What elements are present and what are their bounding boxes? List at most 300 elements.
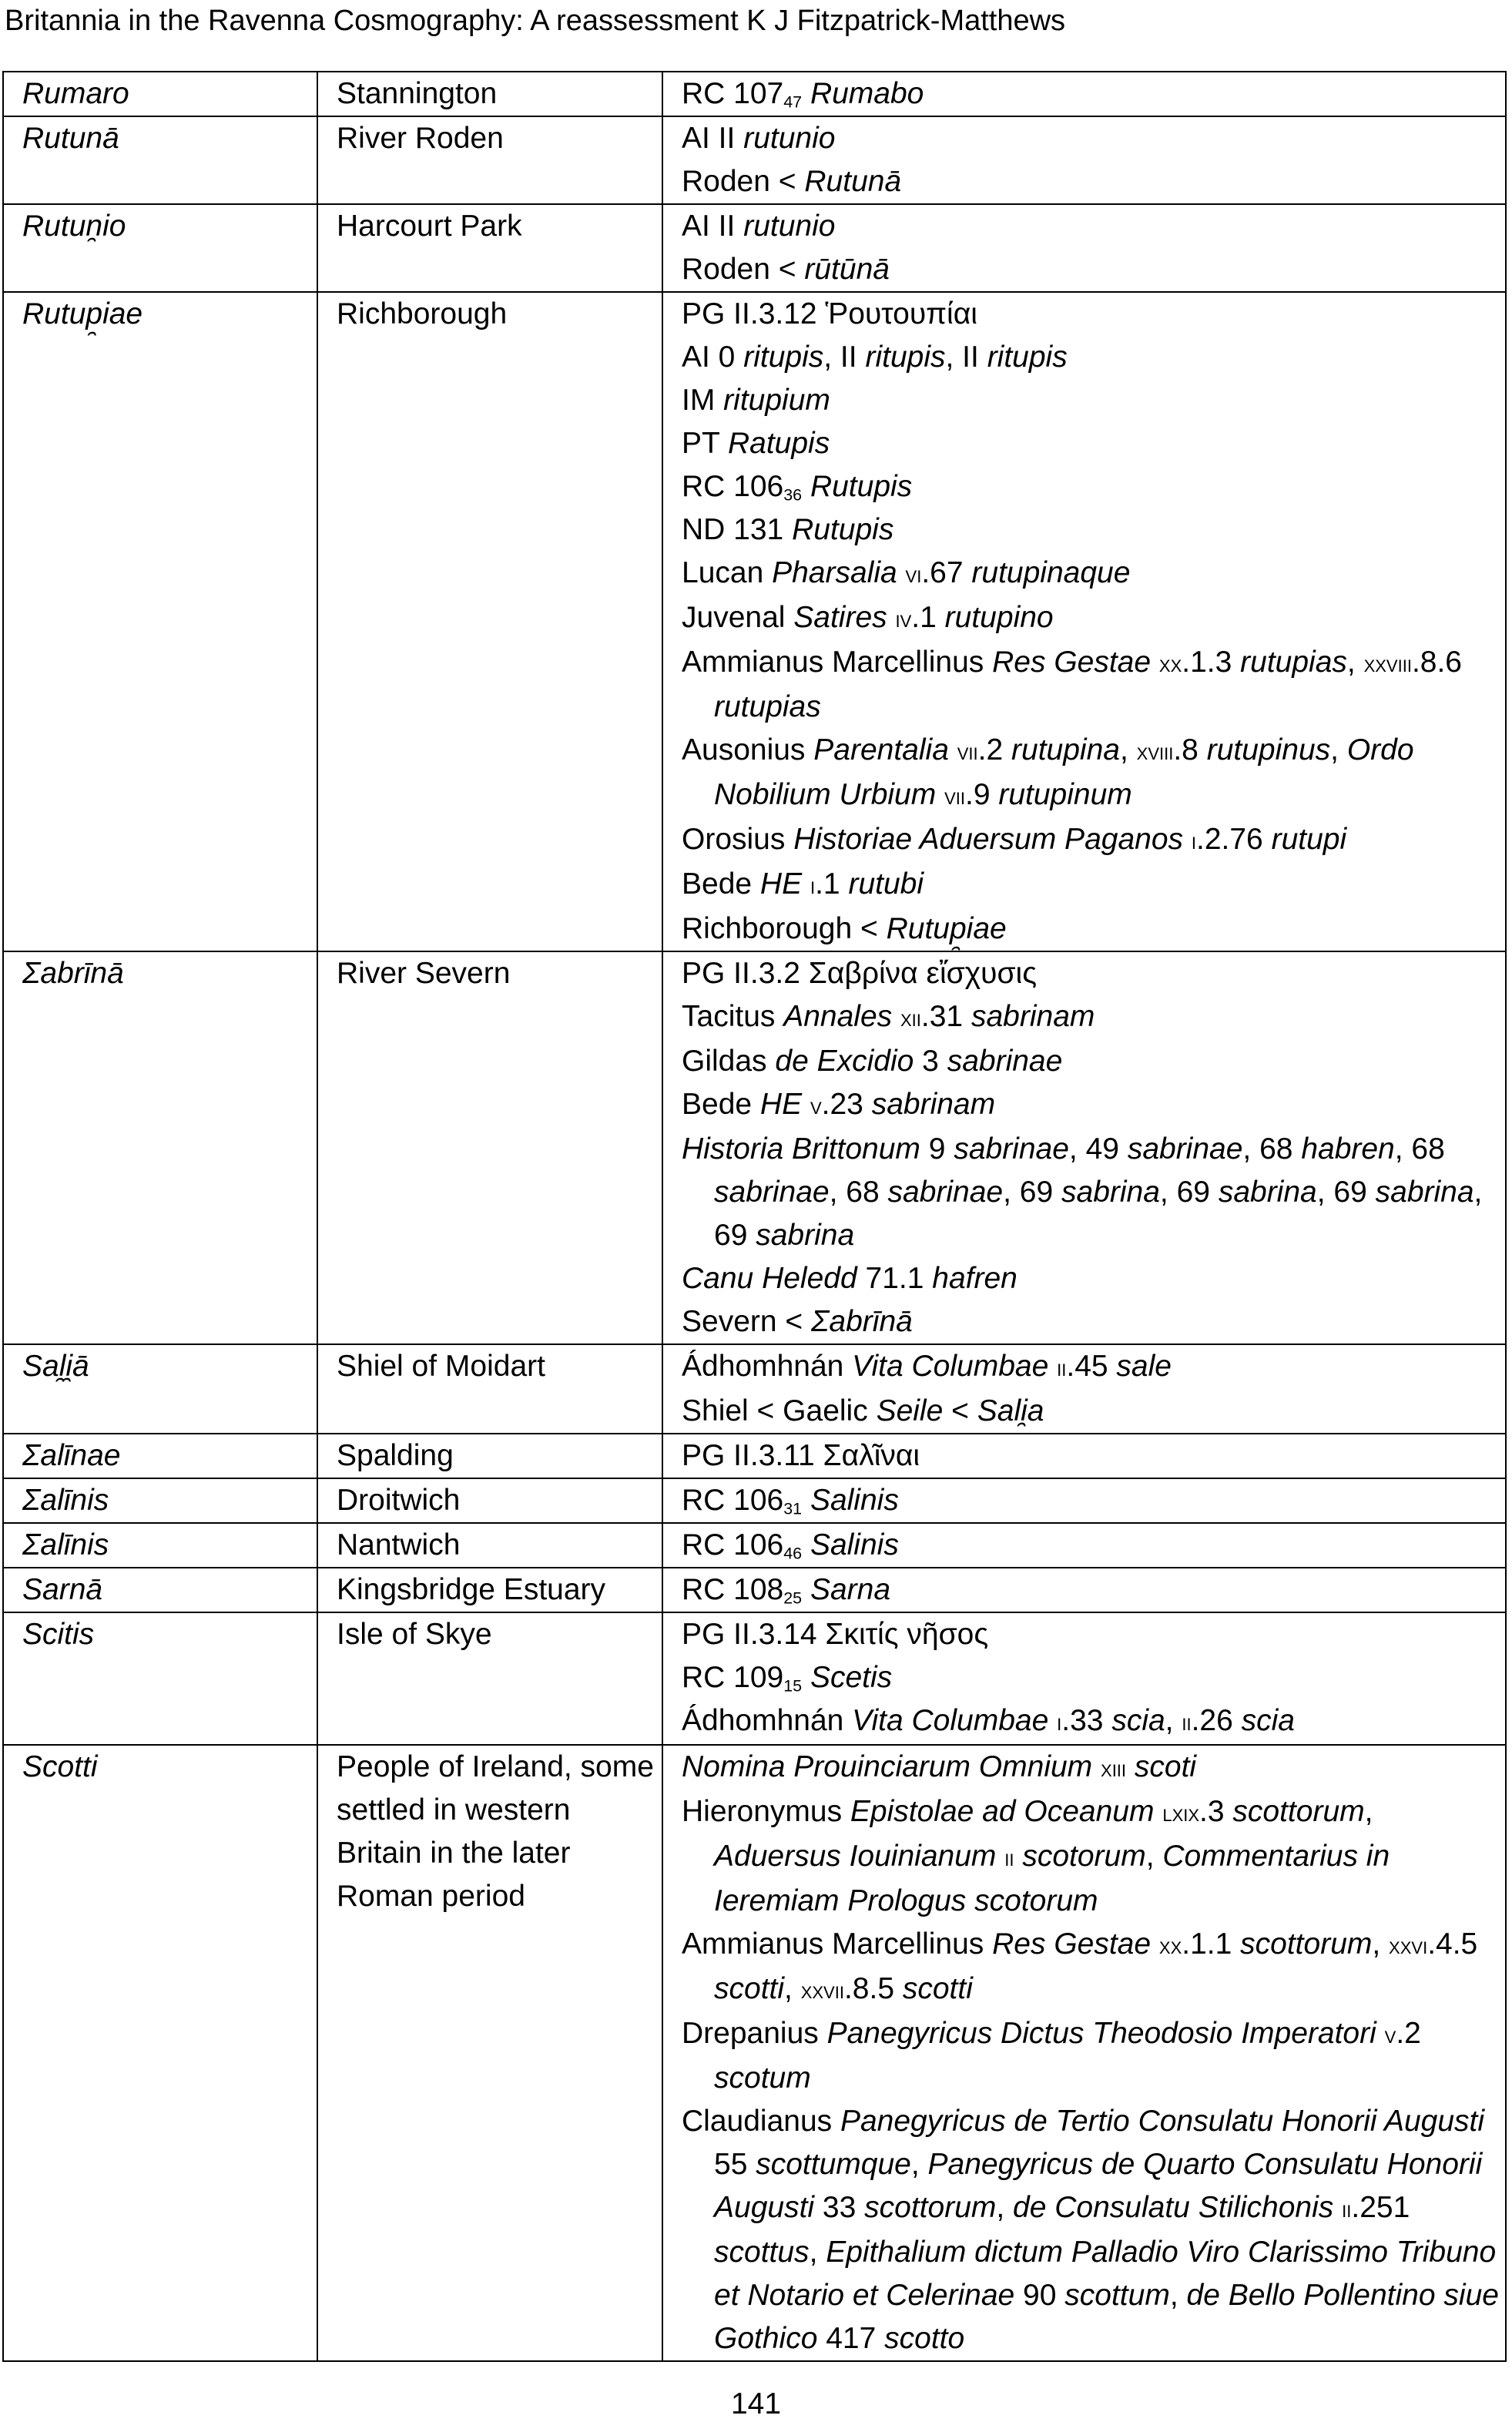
source-text: rutupinus xyxy=(1206,733,1331,767)
source-text: , xyxy=(1346,646,1364,679)
source-text: sabrinae xyxy=(714,1176,830,1209)
sources-cell xyxy=(662,204,1506,292)
source-text: rutupino xyxy=(944,601,1054,634)
source-text: Seile xyxy=(876,1394,944,1427)
source-line xyxy=(682,72,1499,116)
sources-cell xyxy=(662,1434,1506,1478)
table-row xyxy=(3,116,1506,204)
source-text xyxy=(887,601,896,634)
source-text: .1.3 xyxy=(1182,646,1241,679)
source-text: .31 xyxy=(920,1000,971,1033)
source-text xyxy=(802,1573,810,1606)
source-text: ND 131 xyxy=(682,513,793,546)
page-header: Britannia in the Ravenna Cosmography: A reassessment K J Fitzpatrick-Matthews xyxy=(5,5,1066,37)
source-text: sabrinae xyxy=(887,1176,1004,1209)
source-line xyxy=(682,293,1499,336)
source-text: .33 xyxy=(1061,1704,1112,1737)
source-text: sabrinam xyxy=(871,1088,996,1121)
source-text: Rumabo xyxy=(810,77,924,110)
source-text: Severn < xyxy=(682,1305,812,1338)
source-text: rutupinum xyxy=(998,778,1132,811)
source-text: Panegyricus de Tertio Consulatu Honorii Augusti xyxy=(840,2105,1485,2138)
source-text: , 49 xyxy=(1068,1132,1128,1166)
source-text: RC 106 xyxy=(682,470,784,503)
subscript-number: 47 xyxy=(783,92,803,112)
source-text: .8.6 xyxy=(1411,646,1462,679)
source-text: 3 xyxy=(914,1045,947,1078)
source-text: , xyxy=(1169,2279,1187,2312)
source-text: .9 xyxy=(964,778,999,811)
source-line xyxy=(682,1568,1499,1612)
source-line xyxy=(682,1390,1499,1433)
source-text xyxy=(1151,646,1159,679)
source-text: rutunio xyxy=(743,210,836,243)
place-name-cell: Sarnā xyxy=(3,1568,317,1612)
location-cell: Harcourt Park xyxy=(317,204,662,292)
table-row xyxy=(3,1523,1506,1568)
source-line xyxy=(682,205,1499,248)
location-cell: People of Ireland, some settled in western Britain in the later Roman period xyxy=(317,1745,662,2361)
place-name-cell: Σabrīnā xyxy=(3,951,317,1344)
source-text: , xyxy=(1145,1840,1163,1873)
source-text: v xyxy=(1384,2021,1396,2048)
source-text: Rutupis xyxy=(792,513,894,546)
source-line xyxy=(682,160,1499,203)
source-text: Nomina Prouinciarum Omnium xyxy=(682,1750,1093,1783)
source-text: scia xyxy=(1111,1704,1165,1737)
source-text: Panegyricus Dictus Theodosio Imperatori xyxy=(826,2017,1376,2050)
location-cell: Shiel of Moidart xyxy=(317,1344,662,1434)
source-text: AI II xyxy=(682,210,744,243)
source-text: rūtūnā xyxy=(804,253,890,286)
source-text: Roden < xyxy=(682,253,805,286)
source-text: Σabrīnā xyxy=(811,1305,913,1338)
source-text: , xyxy=(1119,733,1137,767)
source-text xyxy=(802,470,810,503)
place-name-cell: Rumaro xyxy=(3,72,317,116)
source-text: 55 xyxy=(714,2148,756,2181)
source-text: .2.76 xyxy=(1196,823,1272,856)
source-text: 90 xyxy=(1014,2279,1065,2312)
source-text: xviii xyxy=(1136,738,1174,765)
source-line xyxy=(682,379,1499,422)
source-line xyxy=(682,1040,1499,1083)
source-text: xx xyxy=(1158,650,1182,677)
source-text: RC 108 xyxy=(682,1573,784,1606)
table-row xyxy=(3,1568,1506,1612)
source-text: rutupina xyxy=(1011,733,1120,767)
source-text: iv xyxy=(895,606,912,632)
place-name-cell: Σalīnis xyxy=(3,1523,317,1568)
source-text: xxvi xyxy=(1389,1932,1428,1959)
source-text: lxix xyxy=(1162,1800,1200,1827)
source-line xyxy=(682,863,1499,907)
source-text: , II xyxy=(945,340,987,374)
source-text: .1.1 xyxy=(1182,1927,1241,1961)
place-name-cell: Rutun̯io xyxy=(3,204,317,292)
source-text: .3 xyxy=(1199,1795,1233,1828)
source-text: Rutupis xyxy=(810,470,913,503)
source-text: Ádhomhnán xyxy=(682,1350,853,1383)
source-text: PG II.3.14 Σκιτίς νῆσος xyxy=(682,1618,989,1651)
source-text: Epithalium dictum Palladio Viro Clarissimo Tribuno et Notario et Celerinae xyxy=(714,2236,1497,2312)
source-text: Lucan xyxy=(682,556,773,589)
source-text: Res Gestae xyxy=(992,1927,1152,1961)
source-text xyxy=(1183,823,1192,856)
source-text: Richborough < xyxy=(682,912,887,945)
source-text: scottum xyxy=(1064,2279,1170,2312)
source-text: Bede xyxy=(682,867,760,901)
source-text: Bede xyxy=(682,1088,760,1121)
source-text: vii xyxy=(944,783,965,810)
place-name-table xyxy=(2,71,1507,2362)
source-text: , xyxy=(1372,1927,1390,1961)
source-text: i xyxy=(1191,827,1196,854)
source-text xyxy=(1126,1750,1135,1783)
source-text: RC 107 xyxy=(682,77,784,110)
source-text: .45 xyxy=(1066,1350,1117,1383)
source-text: Pharsalia xyxy=(772,556,897,589)
source-text: Salinis xyxy=(810,1528,899,1562)
source-text: , xyxy=(1330,733,1347,767)
sources-cell xyxy=(662,1478,1506,1523)
source-text: de Consulatu Stilichonis xyxy=(1013,2191,1334,2224)
source-line xyxy=(682,1479,1499,1522)
source-text: , 69 xyxy=(1316,1176,1376,1209)
source-line xyxy=(682,1923,1499,2012)
source-text: rutupias xyxy=(714,690,821,723)
source-text xyxy=(802,1528,810,1562)
source-text: .2 xyxy=(977,733,1012,767)
source-text: , xyxy=(784,1972,801,2005)
source-text: habren xyxy=(1301,1132,1395,1166)
place-name-cell: Σalīnae xyxy=(3,1434,317,1478)
source-line xyxy=(682,641,1499,729)
source-line xyxy=(682,952,1499,995)
source-text: scoti xyxy=(1134,1750,1197,1783)
source-text xyxy=(802,1661,810,1694)
source-line xyxy=(682,552,1499,596)
source-text: scottorum xyxy=(864,2191,997,2224)
source-text: .8.5 xyxy=(843,1972,903,2005)
source-text: ii xyxy=(1342,2196,1352,2222)
source-line xyxy=(682,336,1499,379)
source-text xyxy=(802,1088,810,1121)
source-text: AI II xyxy=(682,122,744,155)
source-text: sabrina xyxy=(1218,1176,1317,1209)
source-text: scotto xyxy=(884,2322,965,2355)
source-text: .23 xyxy=(821,1088,872,1121)
source-text: Rutunā xyxy=(804,165,902,198)
source-text: PG II.3.2 Σαβρίνα εἴσχυσις xyxy=(682,957,1038,990)
location-cell: Isle of Skye xyxy=(317,1612,662,1745)
source-text: sabrina xyxy=(1375,1176,1474,1209)
source-text: RC 106 xyxy=(682,1528,784,1562)
source-line xyxy=(682,1524,1499,1567)
sources-cell xyxy=(662,1745,1506,2361)
table-row xyxy=(3,1344,1506,1434)
page-number: 141 xyxy=(730,2387,782,2420)
source-text: Shiel < Gaelic xyxy=(682,1394,877,1427)
source-text: Ordo Nobilium Urbium xyxy=(714,733,1414,811)
source-line xyxy=(682,1746,1499,1790)
source-line xyxy=(682,422,1499,465)
table-row xyxy=(3,72,1506,116)
source-text: sale xyxy=(1116,1350,1172,1383)
source-text: scottorum xyxy=(1232,1795,1365,1828)
source-text: Vita Columbae xyxy=(852,1350,1049,1383)
sources-cell xyxy=(662,1523,1506,1568)
source-text xyxy=(897,556,906,589)
table-row xyxy=(3,292,1506,951)
source-line xyxy=(682,2100,1499,2360)
sources-cell xyxy=(662,292,1506,951)
source-text: rutupinaque xyxy=(971,556,1131,589)
source-line xyxy=(682,1300,1499,1344)
source-text: sabrina xyxy=(1061,1176,1160,1209)
source-text: scotti xyxy=(902,1972,973,2005)
source-text: , 69 xyxy=(714,1176,1483,1252)
table-row xyxy=(3,1434,1506,1478)
source-text: Parentalia xyxy=(813,733,949,767)
source-line xyxy=(682,596,1499,641)
source-text: ritupium xyxy=(723,384,830,417)
source-text: rutupias xyxy=(1240,646,1347,679)
source-text xyxy=(1048,1704,1057,1737)
source-text: Rutup̯iae xyxy=(886,912,1007,945)
source-text: .251 xyxy=(1351,2191,1410,2224)
place-name-cell: Rutunā xyxy=(3,116,317,204)
source-text: , 68 xyxy=(1394,1132,1445,1166)
source-text: scotum xyxy=(714,2061,811,2095)
source-text: Panegyricus de Quarto Consulatu Honorii Augusti xyxy=(714,2148,1483,2224)
sources-cell xyxy=(662,1612,1506,1745)
subscript-number: 25 xyxy=(783,1588,803,1608)
source-line xyxy=(682,995,1499,1040)
source-text: .2 xyxy=(1396,2017,1421,2050)
source-line xyxy=(682,1434,1499,1478)
location-cell: Nantwich xyxy=(317,1523,662,1568)
source-text: < xyxy=(943,1394,977,1427)
source-text: , xyxy=(1165,1704,1182,1737)
source-text: v xyxy=(810,1092,822,1119)
source-text: PT xyxy=(682,427,728,460)
source-text: Satires xyxy=(793,601,887,634)
source-text: sabrinae xyxy=(1127,1132,1243,1166)
source-text: sabrinae xyxy=(947,1045,1063,1078)
source-text: Sali̯a xyxy=(977,1394,1044,1427)
source-text: sabrinam xyxy=(971,1000,1095,1033)
source-text: Epistolae ad Oceanum xyxy=(850,1795,1155,1828)
source-text: Tacitus xyxy=(682,1000,784,1033)
location-cell: Spalding xyxy=(317,1434,662,1478)
source-text: 417 xyxy=(817,2322,885,2355)
subscript-number: 36 xyxy=(783,485,803,505)
table-body xyxy=(3,72,1506,2361)
source-text xyxy=(802,77,810,110)
source-text: Ausonius xyxy=(682,733,814,767)
source-text xyxy=(949,733,957,767)
source-text xyxy=(1014,1840,1022,1873)
place-name-cell: Scotti xyxy=(3,1745,317,2361)
table-row xyxy=(3,951,1506,1344)
source-text xyxy=(1376,2017,1385,2050)
source-text: scottus xyxy=(714,2236,810,2269)
source-text xyxy=(1154,1795,1162,1828)
source-text: PG II.3.12 Ῥουτουπίαι xyxy=(682,297,977,330)
source-text: Ammianus Marcellinus xyxy=(682,1927,993,1961)
source-text: xxvii xyxy=(800,1977,844,2004)
source-text: .67 xyxy=(921,556,972,589)
source-line xyxy=(682,1656,1499,1699)
place-name-cell: Σalīnis xyxy=(3,1478,317,1523)
source-text: Orosius xyxy=(682,823,794,856)
source-text: de Bello Pollentino siue Gothico xyxy=(714,2279,1499,2355)
subscript-number: 46 xyxy=(783,1544,803,1563)
source-text: xxviii xyxy=(1363,650,1412,677)
source-text: , xyxy=(809,2236,826,2269)
source-line xyxy=(682,248,1499,291)
source-text: Historiae Aduersum Paganos xyxy=(793,823,1184,856)
source-text xyxy=(1048,1350,1057,1383)
source-text: AI 0 xyxy=(682,340,744,374)
source-text xyxy=(1092,1750,1101,1783)
source-text: .8 xyxy=(1173,733,1207,767)
source-text: .4.5 xyxy=(1427,1927,1478,1961)
source-text: hafren xyxy=(932,1262,1017,1295)
source-line xyxy=(682,818,1499,863)
source-text: scottumque xyxy=(756,2148,911,2181)
source-text: , 69 xyxy=(1159,1176,1219,1209)
source-text: Roden < xyxy=(682,165,805,198)
source-text: ritupis xyxy=(987,340,1068,374)
table-row xyxy=(3,1478,1506,1523)
table-row xyxy=(3,204,1506,292)
source-text: Res Gestae xyxy=(992,646,1152,679)
source-text xyxy=(1151,1927,1159,1961)
source-text: i xyxy=(810,872,816,899)
source-text: ritupis xyxy=(865,340,946,374)
source-text: , xyxy=(1364,1795,1373,1828)
location-cell: Richborough xyxy=(317,292,662,951)
source-text: xiii xyxy=(1101,1755,1127,1782)
location-cell: River Severn xyxy=(317,951,662,1344)
source-text: Drepanius xyxy=(682,2017,827,2050)
source-line xyxy=(682,1128,1499,1257)
sources-cell xyxy=(662,72,1506,116)
source-text: Annales xyxy=(783,1000,893,1033)
place-name-cell: Scitis xyxy=(3,1612,317,1745)
source-text: sabrinae xyxy=(954,1132,1069,1166)
source-line xyxy=(682,508,1499,552)
source-text: HE xyxy=(759,867,803,901)
source-text: 71.1 xyxy=(857,1262,933,1295)
source-text: Scetis xyxy=(810,1661,893,1694)
source-text: scia xyxy=(1241,1704,1295,1737)
source-text: , xyxy=(910,2148,928,2181)
source-text xyxy=(1333,2191,1342,2224)
source-text: ii xyxy=(1182,1709,1192,1736)
source-text: de Excidio xyxy=(775,1045,914,1078)
source-text: .1 xyxy=(815,867,849,901)
source-line xyxy=(682,1699,1499,1744)
source-text: , II xyxy=(823,340,866,374)
source-text: , 68 xyxy=(829,1176,888,1209)
source-text: Hieronymus xyxy=(682,1795,850,1828)
source-text: Claudianus xyxy=(682,2105,840,2138)
source-text: IM xyxy=(682,384,724,417)
source-text: , xyxy=(996,2191,1014,2224)
source-text: Sarna xyxy=(810,1573,891,1606)
source-text: PG II.3.11 Σαλῖναι xyxy=(682,1439,920,1472)
source-text: Ammianus Marcellinus xyxy=(682,646,993,679)
subscript-number: 31 xyxy=(783,1499,803,1518)
sources-cell xyxy=(662,951,1506,1344)
source-line xyxy=(682,1257,1499,1300)
source-text: .1 xyxy=(911,601,945,634)
source-line xyxy=(682,1345,1499,1390)
source-text: vi xyxy=(905,561,922,588)
source-line xyxy=(682,2012,1499,2100)
source-text: ii xyxy=(1004,1844,1014,1871)
source-text: scottorum xyxy=(1240,1927,1373,1961)
source-text: Ádhomhnán xyxy=(682,1704,853,1737)
source-text: rutupi xyxy=(1271,823,1347,856)
source-line xyxy=(682,1613,1499,1656)
source-text: , 69 xyxy=(1003,1176,1061,1209)
source-line xyxy=(682,1790,1499,1923)
source-text xyxy=(892,1000,900,1033)
source-text: scotti xyxy=(714,1972,785,2005)
source-text: Salinis xyxy=(810,1484,899,1517)
source-line xyxy=(682,729,1499,818)
source-text: ii xyxy=(1057,1354,1067,1381)
sources-cell xyxy=(662,1568,1506,1612)
source-text: 33 xyxy=(814,2191,865,2224)
source-text xyxy=(996,1840,1004,1873)
table-row xyxy=(3,1612,1506,1745)
source-line xyxy=(682,907,1499,951)
source-text: scotorum xyxy=(1022,1840,1146,1873)
source-text: ritupis xyxy=(743,340,824,374)
source-line xyxy=(682,117,1499,160)
subscript-number: 15 xyxy=(783,1676,803,1696)
place-name-cell: Sal̯i̯ā xyxy=(3,1344,317,1434)
source-line xyxy=(682,1083,1499,1128)
table-row xyxy=(3,1745,1506,2361)
source-text xyxy=(936,778,944,811)
source-text: rutubi xyxy=(848,867,924,901)
source-text: vii xyxy=(957,738,978,765)
source-text: Historia Brittonum xyxy=(682,1132,920,1166)
source-text: .26 xyxy=(1191,1704,1242,1737)
source-text: Canu Heledd xyxy=(682,1262,857,1295)
source-text: xx xyxy=(1158,1932,1182,1959)
location-cell: River Roden xyxy=(317,116,662,204)
source-text: Vita Columbae xyxy=(852,1704,1049,1737)
source-text: Aduersus Iouinianum xyxy=(714,1840,997,1873)
source-text: sabrina xyxy=(756,1219,855,1252)
source-text: Juvenal xyxy=(682,601,794,634)
sources-cell xyxy=(662,1344,1506,1434)
source-text: HE xyxy=(759,1088,803,1121)
source-text xyxy=(802,867,810,901)
source-text: , 68 xyxy=(1242,1132,1302,1166)
source-text: Ratupis xyxy=(727,427,830,460)
source-text: Commentarius in Ieremiam Prologus scotorum xyxy=(714,1840,1390,1917)
source-text xyxy=(802,1484,810,1517)
source-text: i xyxy=(1057,1709,1062,1736)
